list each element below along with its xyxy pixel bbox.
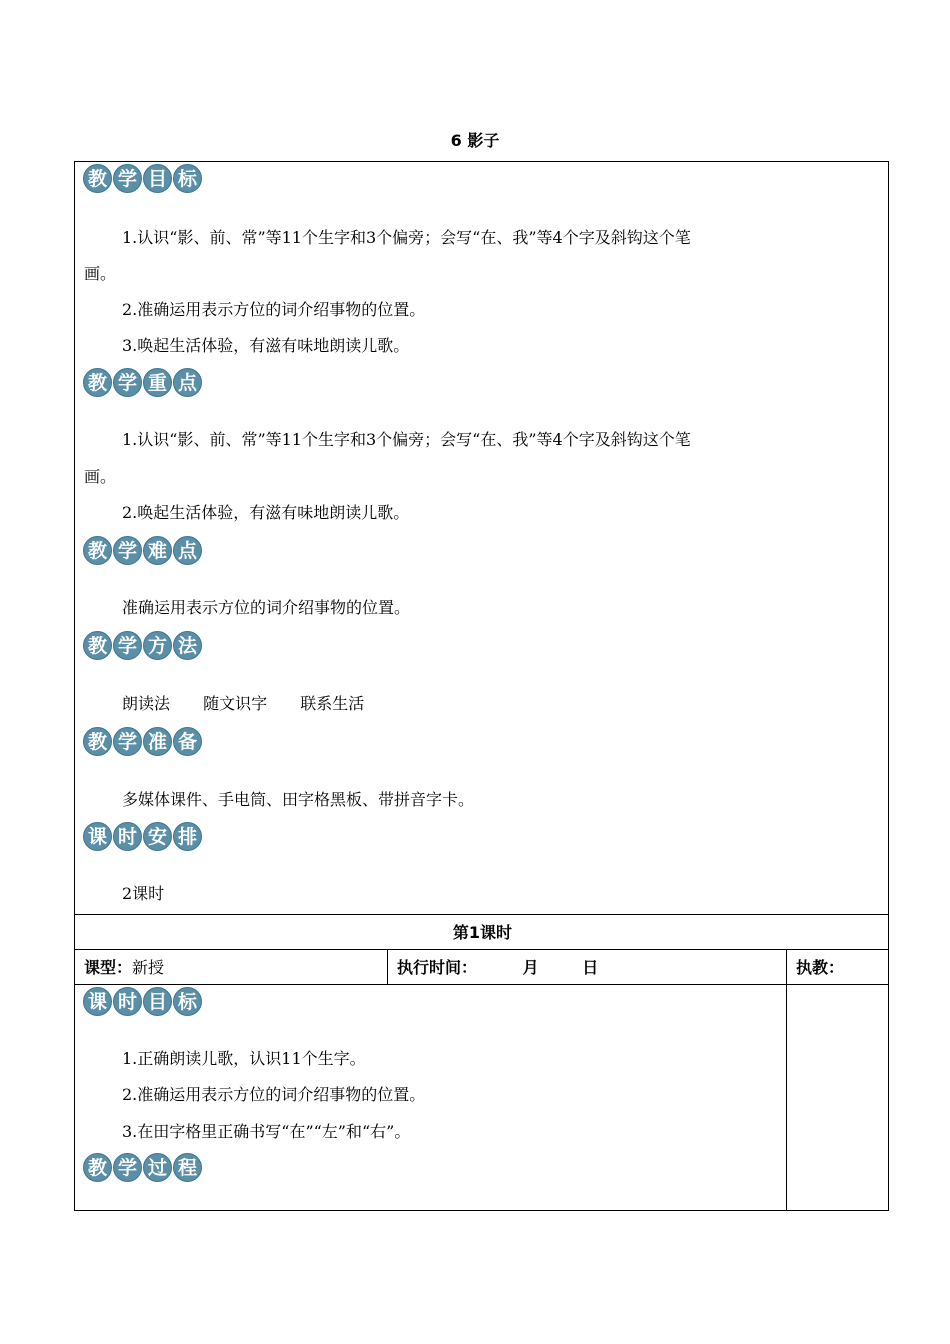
badge-char: 备 [173, 727, 202, 756]
badge-char: 准 [143, 727, 172, 756]
badge-teaching-process [83, 1153, 203, 1182]
schedule-line-1: 2课时 [122, 884, 165, 903]
badge-char: 学 [113, 727, 142, 756]
month-label: 月 [522, 958, 539, 977]
badge-char: 过 [143, 1153, 172, 1182]
row-divider [75, 984, 888, 985]
difficulty-line-1: 准确运用表示方位的词介绍事物的位置。 [122, 598, 411, 617]
badge-char: 程 [173, 1153, 202, 1182]
badge-char: 教 [83, 536, 112, 565]
method-item: 随文识字 [203, 694, 268, 713]
badge-char: 学 [113, 1153, 142, 1182]
objective-line-1: 1.正确朗读儿歌，认识11个生字。 [122, 1049, 366, 1068]
badge-methods [83, 631, 203, 660]
objective-line-3: 3.在田字格里正确书写“在”“左”和“右”。 [122, 1122, 411, 1141]
goal-line-2: 2.准确运用表示方位的词介绍事物的位置。 [122, 300, 426, 319]
col-divider [387, 949, 388, 984]
badge-char: 时 [113, 987, 142, 1016]
badge-char: 重 [143, 368, 172, 397]
badge-char: 教 [83, 368, 112, 397]
method-item: 联系生活 [300, 694, 365, 713]
badge-schedule [83, 822, 203, 851]
lesson-heading: 第1课时 [452, 923, 513, 942]
key-point-line-2: 2.唤起生活体验，有滋有味地朗读儿歌。 [122, 503, 410, 522]
badge-char: 安 [143, 822, 172, 851]
badge-char: 课 [83, 822, 112, 851]
badge-char: 教 [83, 164, 112, 193]
key-point-line-1-cont: 画。 [84, 467, 117, 486]
badge-teaching-goals [83, 164, 203, 193]
col-divider [786, 949, 787, 1211]
key-point-line-1: 1.认识“影、前、常”等11个生字和3个偏旁；会写“在、我”等4个字及斜钩这个笔 [122, 430, 691, 449]
badge-char: 学 [113, 368, 142, 397]
badge-char: 目 [143, 164, 172, 193]
badge-char: 教 [83, 631, 112, 660]
day-label: 日 [582, 958, 599, 977]
goal-line-1-cont: 画。 [84, 264, 117, 283]
goal-line-3: 3.唤起生活体验，有滋有味地朗读儿歌。 [122, 336, 410, 355]
methods-list [122, 694, 392, 714]
lesson-type-value: 新授 [132, 958, 165, 977]
badge-char: 难 [143, 536, 172, 565]
preparation-line-1: 多媒体课件、手电筒、田字格黑板、带拼音字卡。 [122, 790, 475, 809]
badge-char: 点 [173, 368, 202, 397]
lesson-type [84, 955, 164, 978]
lesson-type-label: 课型： [84, 958, 133, 977]
badge-char: 学 [113, 631, 142, 660]
row-divider [75, 949, 888, 950]
badge-char: 学 [113, 164, 142, 193]
page-title: 6 影子 [450, 131, 500, 150]
badge-lesson-objectives [83, 987, 203, 1016]
execution-time [397, 955, 598, 978]
badge-preparation [83, 727, 203, 756]
badge-char: 教 [83, 727, 112, 756]
row-divider [75, 914, 888, 915]
badge-char: 标 [173, 164, 202, 193]
badge-char: 课 [83, 987, 112, 1016]
badge-char: 学 [113, 536, 142, 565]
badge-key-points [83, 368, 203, 397]
badge-char: 排 [173, 822, 202, 851]
badge-difficulties [83, 536, 203, 565]
goal-line-1: 1.认识“影、前、常”等11个生字和3个偏旁；会写“在、我”等4个字及斜钩这个笔 [122, 228, 691, 247]
badge-char: 标 [173, 987, 202, 1016]
objective-line-2: 2.准确运用表示方位的词介绍事物的位置。 [122, 1085, 426, 1104]
teacher-label: 执教： [796, 958, 845, 977]
badge-char: 法 [173, 631, 202, 660]
badge-char: 点 [173, 536, 202, 565]
method-item: 朗读法 [122, 694, 171, 713]
execution-time-label: 执行时间： [397, 958, 478, 977]
badge-char: 时 [113, 822, 142, 851]
badge-char: 方 [143, 631, 172, 660]
badge-char: 目 [143, 987, 172, 1016]
lesson-plan-table [74, 161, 889, 1211]
badge-char: 教 [83, 1153, 112, 1182]
